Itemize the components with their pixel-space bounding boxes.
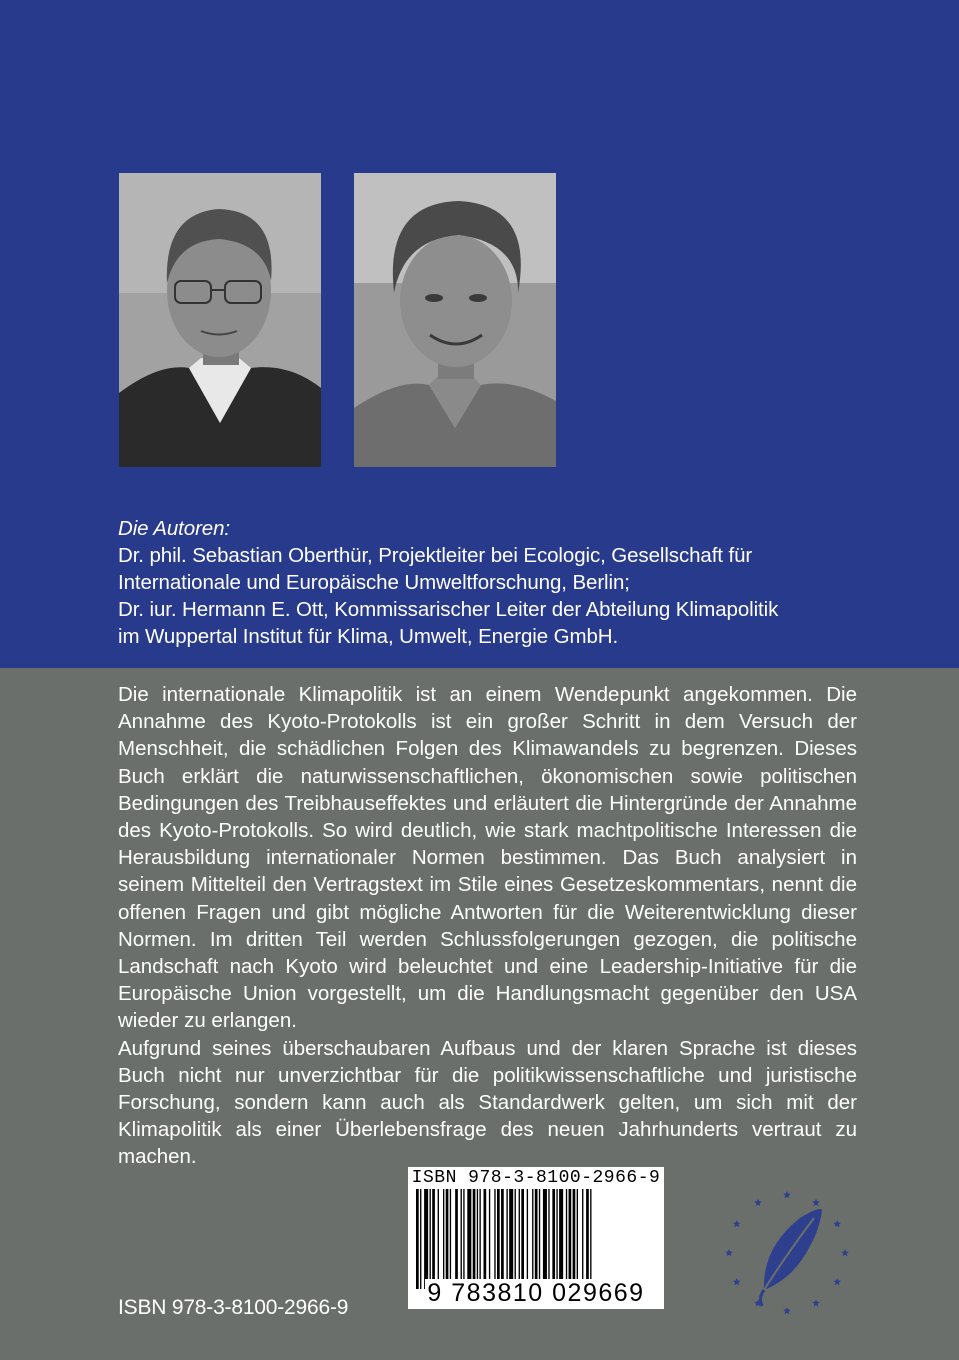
- barcode-bar: [506, 1189, 507, 1289]
- barcode-bar: [438, 1189, 439, 1289]
- star-icon: [725, 1249, 733, 1256]
- barcode-bar: [515, 1189, 516, 1289]
- barcode-bar: [430, 1189, 431, 1289]
- barcode-bar: [552, 1189, 555, 1289]
- barcode-bar: [443, 1189, 444, 1289]
- barcode-bar: [463, 1189, 464, 1289]
- barcode-bar: [455, 1189, 458, 1289]
- barcode-bar: [519, 1189, 520, 1289]
- authors-heading: Die Autoren:: [118, 517, 230, 540]
- barcode-number: 9 783810 029669: [427, 1279, 645, 1307]
- barcode-bar: [489, 1189, 490, 1289]
- star-icon: [841, 1249, 849, 1256]
- barcode-bar: [590, 1189, 591, 1289]
- barcode-bar: [586, 1189, 589, 1289]
- barcode-bar: [509, 1189, 513, 1289]
- barcode-bar: [527, 1189, 528, 1289]
- barcode-bar: [577, 1189, 578, 1289]
- star-icon: [812, 1199, 820, 1206]
- description-paragraph-1: Die internationale Klimapolitik ist an einem Wendepunkt angekommen. Die Annahme des Kyoto-Protokolls ist ein großer Schritt in dem Versuch der Menschheit, die schädlichen Folgen des Klimawandels zu begrenzen. Dieses Buch erklärt die naturwissenschaftlichen, ökonomischen sowie politischen Bedingungen des Treibhauseffektes und erläutert die Hintergründe der Annahme des Kyoto-Protokolls. So wird deutlich, wie stark machtpolitische Interessen die Herausbildung internationaler Normen bestimmen. Das Buch analysiert in seinem Mittelteil den Vertragstext im Stile eines Gesetzeskommentars, nennt die offenen Fragen und gibt mögliche Antworten für die Weiterentwicklung dieser Normen. Im dritten Teil werden Schlussfolgerungen gezogen, die politische Landschaft nach Kyoto wird beleuchtet und eine Leadership-Initiative für die Europäische Union vorgestellt, um die Handlungsmacht gegenüber den USA wieder zu erlangen.: [118, 683, 857, 1033]
- barcode-bar: [543, 1189, 547, 1289]
- star-icon: [833, 1278, 841, 1285]
- star-icon: [812, 1299, 820, 1306]
- barcode-bar: [424, 1189, 428, 1289]
- barcode-bar: [569, 1189, 572, 1289]
- isbn-barcode: [408, 1167, 664, 1309]
- barcode-bar: [566, 1189, 567, 1289]
- barcode-number-wrap: [408, 1279, 664, 1308]
- barcode-bar: [497, 1189, 500, 1289]
- barcode-bars: [416, 1189, 656, 1289]
- star-icon: [733, 1278, 741, 1285]
- description-paragraph-2: Aufgrund seines überschaubaren Aufbaus und der klaren Sprache ist dieses Buch nicht nur unverzichtbar für die politikwissenschaftliche und juristische Forschung, sondern kann auch als Standardwerk gelten, um sich mit der Klimapolitik als einer Überlebensfrage des neuen Jahrhunderts vertraut zu machen.: [118, 1036, 857, 1169]
- star-icon: [733, 1220, 741, 1227]
- publisher-emblem: [722, 1188, 852, 1318]
- barcode-bar: [573, 1189, 576, 1289]
- barcode-bar: [420, 1189, 421, 1289]
- barcode-bar: [539, 1189, 540, 1289]
- barcode-bar: [582, 1189, 583, 1289]
- author-line: im Wuppertal Institut für Klima, Umwelt, Energie GmbH.: [118, 625, 619, 648]
- star-icon: [833, 1220, 841, 1227]
- barcode-bar: [477, 1189, 478, 1289]
- authors-block: [118, 515, 878, 650]
- book-description: [118, 681, 857, 1171]
- barcode-bar: [432, 1189, 435, 1289]
- star-icon: [754, 1199, 762, 1206]
- barcode-bar: [450, 1189, 451, 1289]
- author-photo-oberthuer: [119, 173, 321, 467]
- barcode-bar: [484, 1189, 487, 1289]
- barcode-bar: [473, 1189, 476, 1289]
- star-icon: [783, 1307, 791, 1314]
- barcode-bar: [535, 1189, 538, 1289]
- barcode-isbn-label: ISBN 978-3-8100-2966-9: [411, 1168, 661, 1188]
- barcode-bar: [467, 1189, 471, 1289]
- barcode-bar: [416, 1189, 419, 1289]
- barcode-bar: [532, 1189, 533, 1289]
- barcode-bar: [479, 1189, 480, 1289]
- barcode-bar: [548, 1189, 549, 1289]
- barcode-bar: [494, 1189, 495, 1289]
- author-line: Dr. iur. Hermann E. Ott, Kommissarischer Leiter der Abteilung Klimapolitik: [118, 598, 779, 621]
- barcode-bar: [559, 1189, 563, 1289]
- author-photo-ott: [354, 173, 556, 467]
- barcode-bar: [521, 1189, 524, 1289]
- isbn-footer: ISBN 978-3-8100-2966-9: [118, 1296, 349, 1319]
- barcode-bar: [461, 1189, 462, 1289]
- barcode-bar: [501, 1189, 504, 1289]
- author-line: Dr. phil. Sebastian Oberthür, Projektleiter bei Ecologic, Gesellschaft für: [118, 544, 753, 567]
- barcode-bar: [446, 1189, 449, 1289]
- barcode-bar: [556, 1189, 557, 1289]
- author-line: Internationale und Europäische Umweltforschung, Berlin;: [118, 571, 630, 594]
- star-icon: [783, 1191, 791, 1198]
